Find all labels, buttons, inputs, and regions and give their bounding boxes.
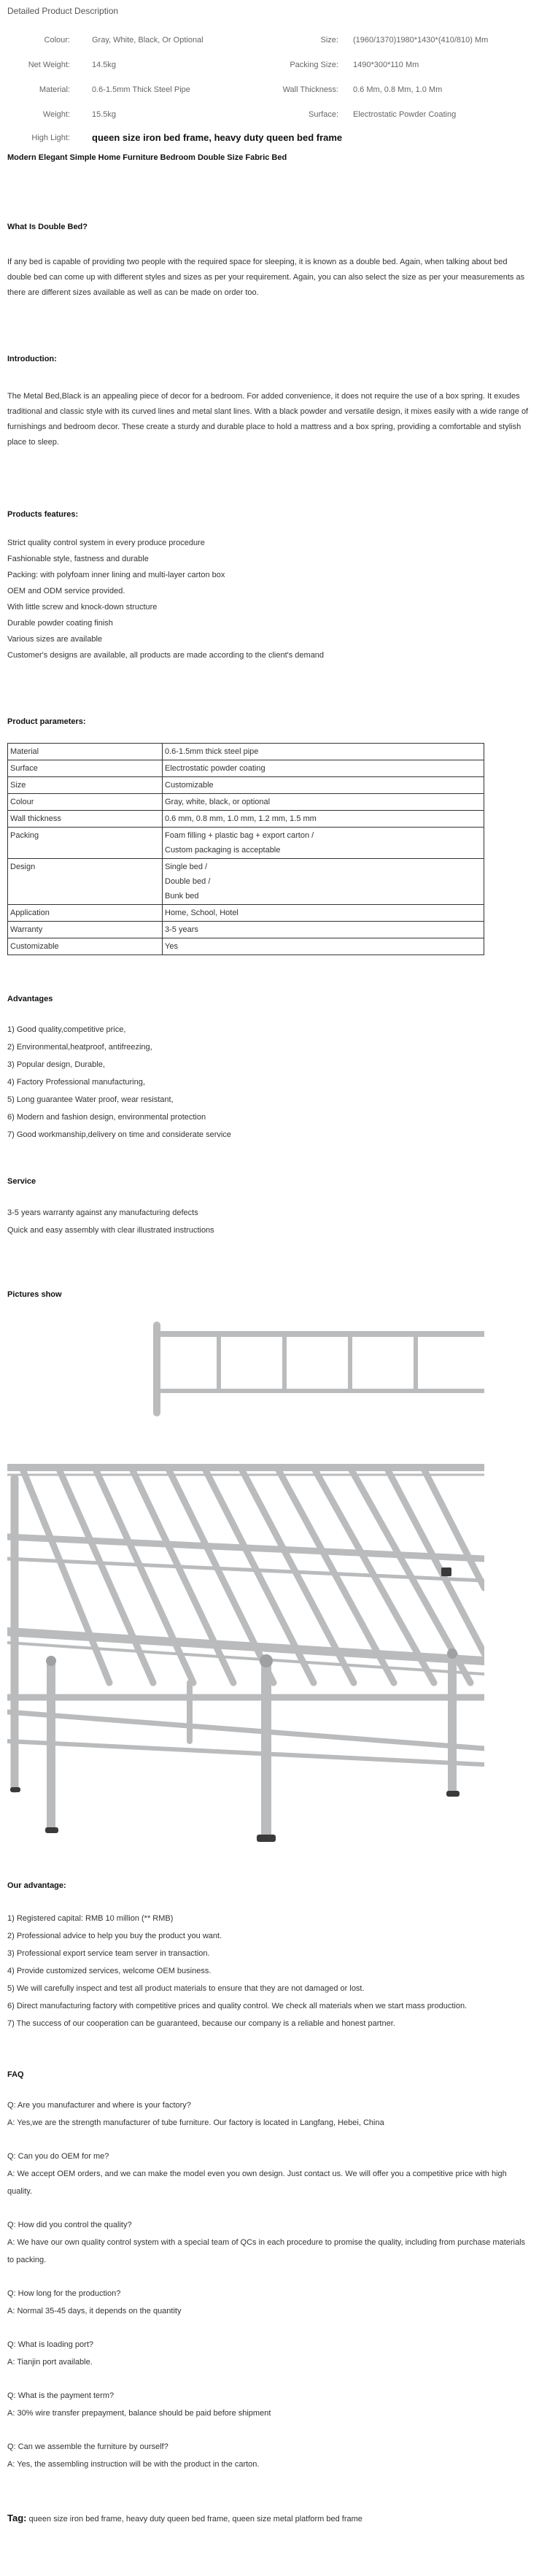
section-title-advantages: Advantages	[7, 994, 53, 1003]
list-item: With little screw and knock-down structure	[7, 603, 158, 612]
detail-title: Detailed Product Description	[7, 6, 119, 16]
tag-links[interactable]: queen size iron bed frame, heavy duty queen bed frame, queen size metal platform bed frame	[28, 2515, 362, 2523]
list-item: 2) Environmental,heatproof, antifreezing,	[7, 1043, 152, 1052]
param-value-line: Custom packaging is acceptable	[165, 845, 281, 855]
list-item: 3) Professional export service team server in transaction.	[7, 1948, 210, 1958]
param-key: Surface	[8, 760, 163, 776]
section-title-faq: FAQ	[7, 2070, 24, 2079]
table-row	[8, 827, 484, 858]
spec-value: (1960/1370)1980*1430*(410/810) Mm	[353, 35, 489, 45]
section-title-service: Service	[7, 1177, 36, 1186]
faq-item	[7, 2097, 532, 2132]
table-row	[8, 904, 484, 921]
faq-item	[7, 2336, 532, 2371]
param-value-line: Gray, white, black, or optional	[165, 797, 271, 806]
param-value-line: 0.6 mm, 0.8 mm, 1.0 mm, 1.2 mm, 1.5 mm	[165, 814, 317, 823]
param-value	[163, 743, 484, 760]
param-value-line: Electrostatic powder coating	[165, 763, 265, 773]
spec-label: Wall Thickness:	[282, 85, 338, 94]
spec-label: Weight:	[42, 109, 70, 119]
highlight-value: queen size iron bed frame, heavy duty queen bed frame	[92, 132, 343, 144]
param-value-line: Customizable	[165, 780, 214, 790]
param-value-line: Bunk bed	[165, 891, 199, 901]
spec-row	[7, 28, 532, 53]
list-item: Durable powder coating finish	[7, 619, 113, 628]
spec-label: Packing Size:	[290, 60, 338, 69]
list-item: Quick and easy assembly with clear illustrated instructions	[7, 1225, 214, 1235]
faq-question: Q: Are you manufacturer and where is your factory?	[7, 2101, 191, 2110]
bed-frame-image	[7, 1318, 484, 1851]
spec-value: 0.6 Mm, 0.8 Mm, 1.0 Mm	[353, 85, 443, 94]
spec-label: Colour:	[44, 35, 70, 45]
list-item: Fashionable style, fastness and durable	[7, 555, 149, 563]
list-item: 3-5 years warranty against any manufacturing defects	[7, 1208, 198, 1217]
table-row	[8, 938, 484, 955]
faq-question: Q: How long for the production?	[7, 2289, 121, 2298]
spec-label: Net Weight:	[28, 60, 70, 69]
spec-value: Electrostatic Powder Coating	[353, 109, 457, 119]
section-title-parameters: Product parameters:	[7, 717, 86, 726]
faq-answer: A: We have our own quality control system with a special team of QCs in each procedure to promise the quality, including from purchase materials to packing.	[7, 2238, 526, 2264]
faq-item	[7, 2387, 532, 2422]
param-value	[163, 810, 484, 827]
param-value	[163, 827, 484, 858]
our-advantage-list	[7, 1910, 532, 2032]
section-title-pictures: Pictures show	[7, 1289, 62, 1299]
list-item: Strict quality control system in every produce procedure	[7, 539, 205, 547]
spec-table	[7, 28, 532, 149]
list-item: 5) We will carefully inspect and test all product materials to ensure that they are not damaged or lost.	[7, 1983, 365, 1993]
param-key: Customizable	[8, 938, 163, 955]
table-row	[8, 743, 484, 760]
section-title-what-is: What Is Double Bed?	[7, 222, 88, 231]
spec-value: Gray, White, Black, Or Optional	[92, 35, 203, 45]
introduction-text: The Metal Bed,Black is an appealing piece of decor for a bedroom. For added convenience, it does not require the use of a box spring. It exudes traditional and classic style with its curved lines and metal slant lines. With a black powder and versatile design, it mixes easily with a wide range of furnishings and bedroom decor. These create a sturdy and durable place to hold a mattress and a box spring, providing a comfortable and stylish place to sleep.	[7, 391, 529, 447]
param-value	[163, 760, 484, 776]
tag-label: Tag:	[7, 2513, 27, 2523]
faq-answer: A: We accept OEM orders, and we can make the model even you own design. Just contact us. We will offer you a competitive price with high quality.	[7, 2170, 507, 2196]
param-value	[163, 776, 484, 793]
spec-label: Surface:	[309, 109, 338, 119]
parameters-table	[7, 743, 484, 955]
spec-row	[7, 77, 532, 102]
param-key: Wall thickness	[8, 810, 163, 827]
param-key: Material	[8, 743, 163, 760]
table-row	[8, 810, 484, 827]
table-row	[8, 776, 484, 793]
features-list	[7, 535, 532, 663]
faq-question: Q: Can you do OEM for me?	[7, 2152, 109, 2161]
what-is-text: If any bed is capable of providing two people with the required space for sleeping, it is known as a double bed. Again, when talking about bed double bed can come up with different styles and sizes as per your requirement. Again, you can also select the size as per your measurements as there are different sizes available as well as can be made on order too.	[7, 258, 525, 297]
list-item: 4) Factory Professional manufacturing,	[7, 1078, 145, 1087]
param-value	[163, 921, 484, 938]
param-value	[163, 938, 484, 955]
list-item: 5) Long guarantee Water proof, wear resistant,	[7, 1095, 174, 1104]
list-item: 3) Popular design, Durable,	[7, 1060, 105, 1069]
param-key: Design	[8, 858, 163, 904]
section-title-our-advantage: Our advantage:	[7, 1881, 66, 1890]
list-item: 1) Good quality,competitive price,	[7, 1025, 126, 1034]
param-value	[163, 793, 484, 810]
faq-answer: A: Normal 35-45 days, it depends on the quantity	[7, 2307, 182, 2315]
spec-row-highlight	[7, 127, 532, 149]
advantages-list	[7, 1021, 532, 1144]
list-item: 6) Modern and fashion design, environmental protection	[7, 1113, 206, 1122]
spec-row	[7, 53, 532, 77]
faq-item	[7, 2438, 532, 2473]
faq-answer: A: 30% wire transfer prepayment, balance should be paid before shipment	[7, 2409, 271, 2418]
param-key: Application	[8, 904, 163, 921]
param-value-line: Home, School, Hotel	[165, 908, 239, 917]
faq-item	[7, 2285, 532, 2320]
param-key: Warranty	[8, 921, 163, 938]
spec-label: Size:	[320, 35, 338, 45]
param-key: Colour	[8, 793, 163, 810]
faq-question: Q: What is the payment term?	[7, 2391, 115, 2400]
spec-value: 1490*300*110 Mm	[353, 60, 419, 69]
faq-answer: A: Yes,we are the strength manufacturer of tube furniture. Our factory is located in Langfang, Hebei, China	[7, 2118, 384, 2127]
section-title-introduction: Introduction:	[7, 355, 57, 363]
param-value-line: Single bed /	[165, 862, 208, 871]
spec-value: 0.6-1.5mm Thick Steel Pipe	[92, 85, 190, 94]
param-value-line: Yes	[165, 941, 178, 951]
param-value-line: Double bed /	[165, 876, 211, 886]
list-item: 7) The success of our cooperation can be guaranteed, because our company is a reliable and honest partner.	[7, 2018, 395, 2028]
table-row	[8, 793, 484, 810]
faq-item	[7, 2148, 532, 2200]
table-row	[8, 921, 484, 938]
list-item: Packing: with polyfoam inner lining and multi-layer carton box	[7, 571, 225, 579]
table-row	[8, 760, 484, 776]
list-item: 7) Good workmanship,delivery on time and considerate service	[7, 1130, 231, 1139]
faq-question: Q: How did you control the quality?	[7, 2221, 132, 2229]
list-item: 4) Provide customized services, welcome OEM business.	[7, 1966, 212, 1975]
param-value-line: Foam filling + plastic bag + export carton /	[165, 830, 314, 840]
param-value	[163, 858, 484, 904]
list-item: Various sizes are available	[7, 635, 103, 644]
param-key: Packing	[8, 827, 163, 858]
spec-value: 15.5kg	[92, 109, 117, 119]
spec-value: 14.5kg	[92, 60, 117, 69]
list-item: 6) Direct manufacturing factory with competitive prices and quality control. We check all materials when we start mass production.	[7, 2001, 468, 2010]
faq-answer: A: Yes, the assembling instruction will be with the product in the carton.	[7, 2460, 260, 2469]
list-item: Customer's designs are available, all products are made according to the client's demand	[7, 651, 325, 660]
faq-question: Q: What is loading port?	[7, 2340, 94, 2349]
spec-label: Material:	[39, 85, 70, 94]
spec-row	[7, 102, 532, 127]
table-row	[8, 858, 484, 904]
faq-list	[7, 2097, 532, 2473]
faq-answer: A: Tianjin port available.	[7, 2358, 93, 2367]
param-value	[163, 904, 484, 921]
param-value-line: 0.6-1.5mm thick steel pipe	[165, 747, 259, 756]
product-headline: Modern Elegant Simple Home Furniture Bedroom Double Size Fabric Bed	[7, 153, 287, 162]
tag-line	[7, 2511, 532, 2526]
highlight-label: High Light:	[31, 133, 70, 142]
list-item: 1) Registered capital: RMB 10 million (** RMB)	[7, 1913, 174, 1923]
faq-question: Q: Can we assemble the furniture by ourself?	[7, 2442, 168, 2451]
list-item: OEM and ODM service provided.	[7, 587, 125, 595]
list-item: 2) Professional advice to help you buy the product you want.	[7, 1931, 222, 1940]
service-list	[7, 1204, 532, 1239]
faq-item	[7, 2216, 532, 2269]
param-value-line: 3-5 years	[165, 925, 198, 934]
param-key: Size	[8, 776, 163, 793]
section-title-features: Products features:	[7, 509, 79, 519]
